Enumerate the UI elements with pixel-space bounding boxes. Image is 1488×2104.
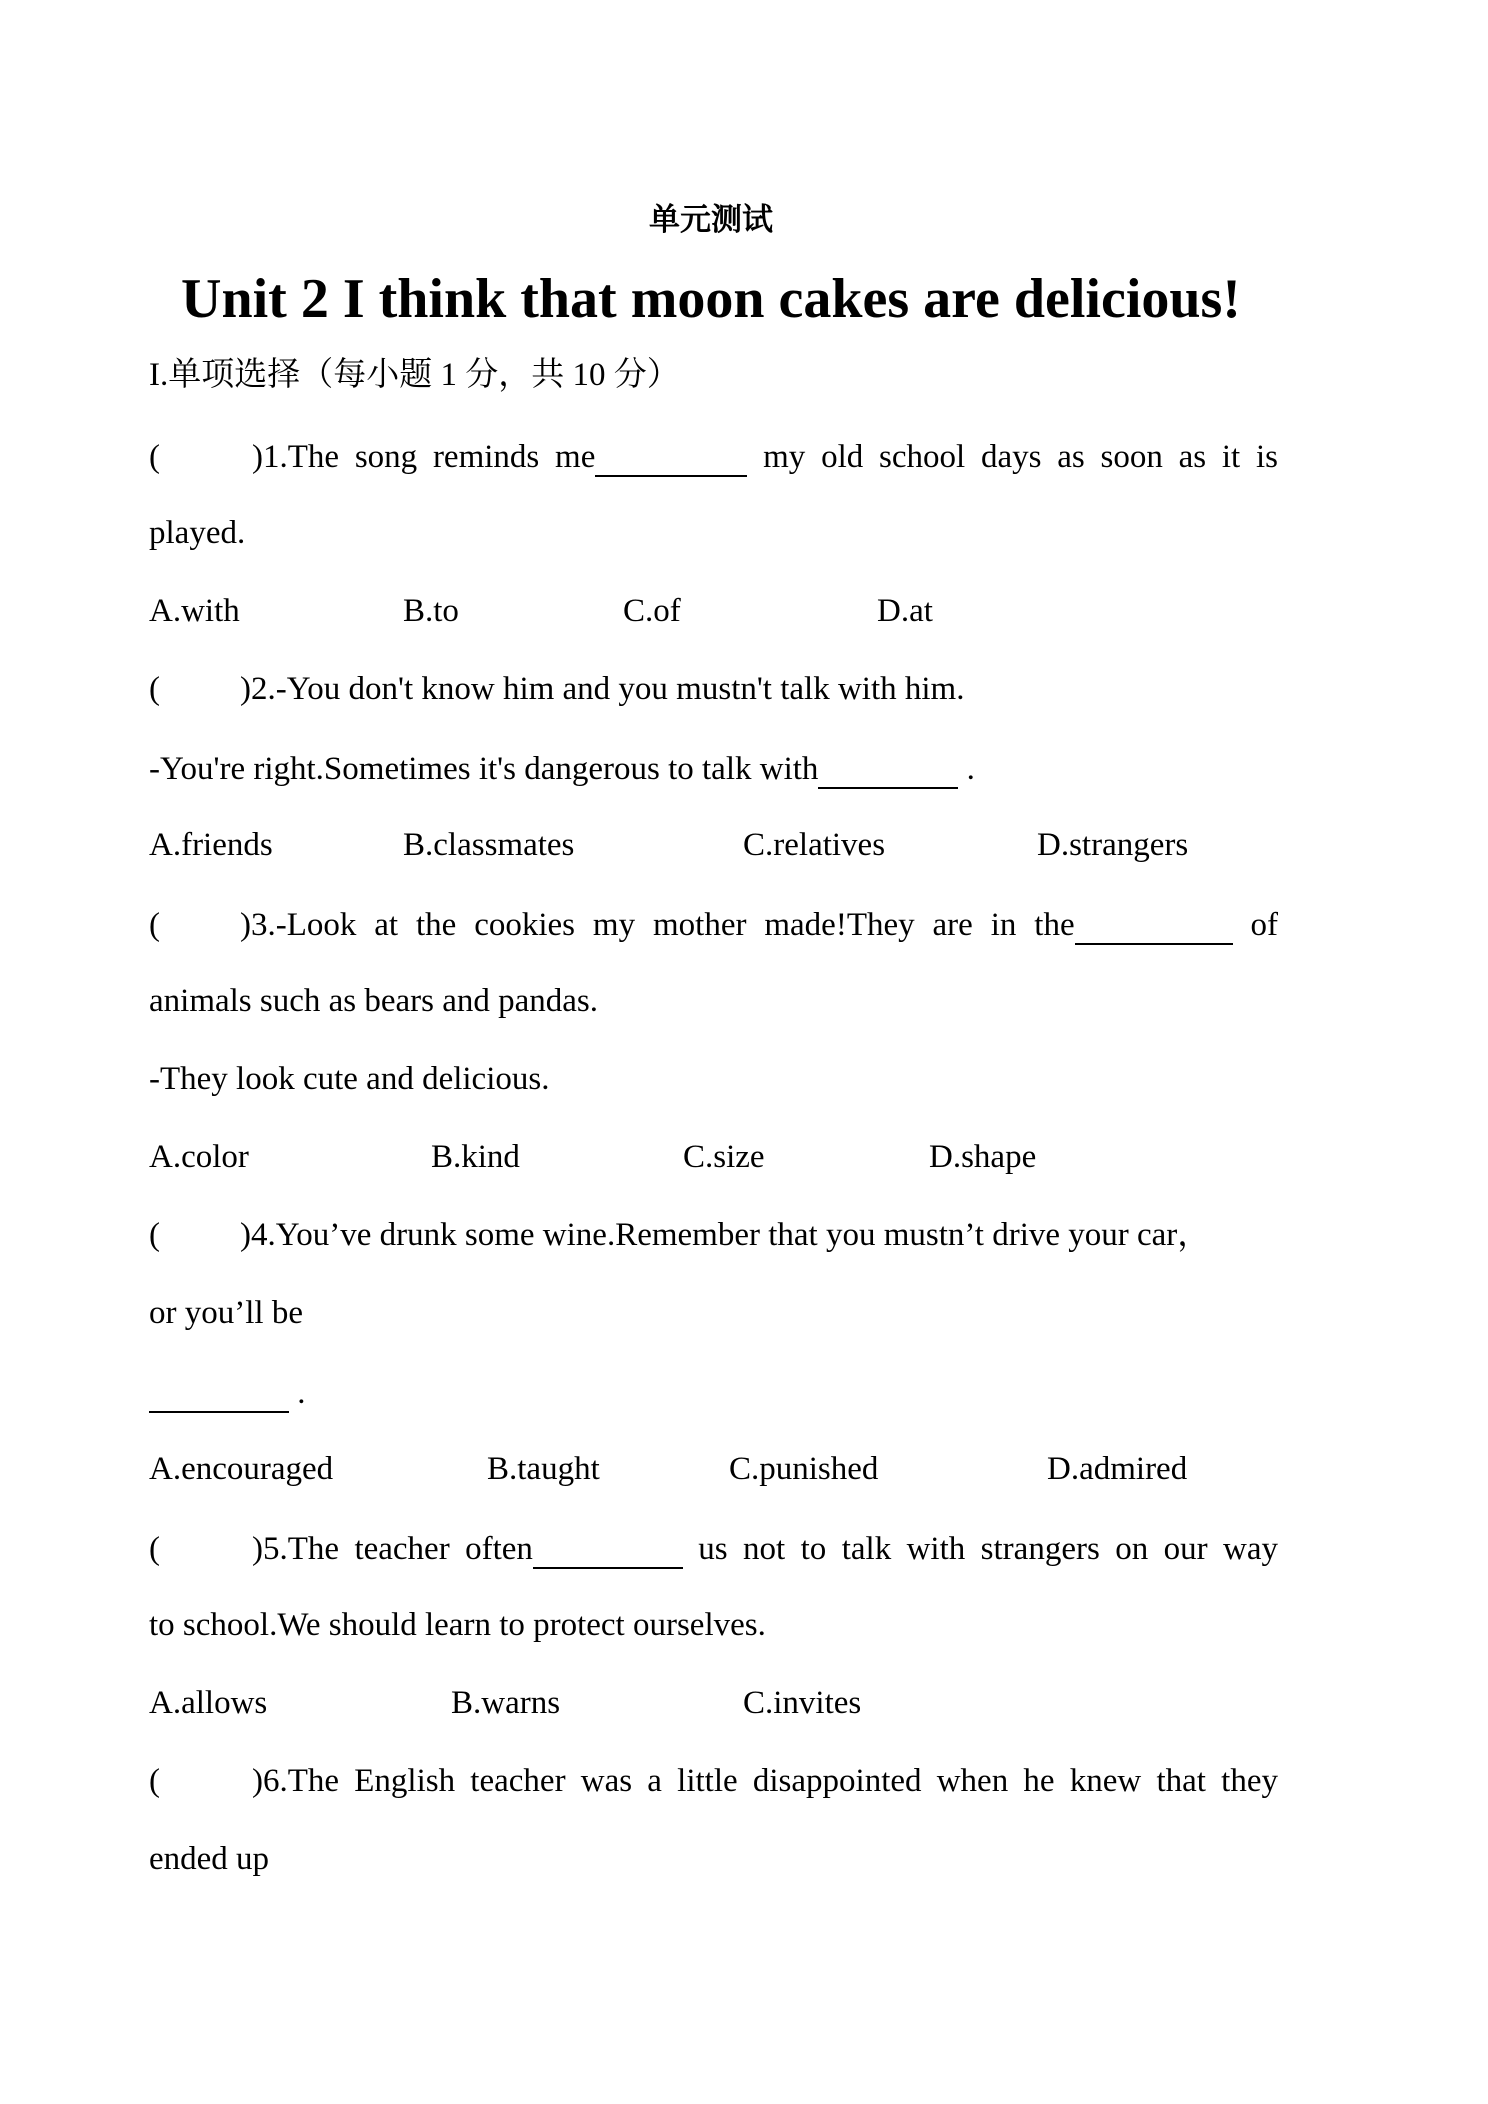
question-5-options: [149, 1675, 1278, 1731]
question-2-line2: [149, 739, 1278, 795]
answer-paren: (: [149, 1763, 160, 1799]
option-b[interactable]: B.kind: [431, 1139, 520, 1175]
question-4-blank-end: .: [289, 1375, 306, 1411]
option-c[interactable]: C.relatives: [743, 827, 886, 863]
question-2-blank[interactable]: [818, 749, 958, 789]
option-a[interactable]: A.friends: [149, 827, 273, 863]
unit-test-label: 单元测试: [649, 202, 773, 238]
answer-paren: (: [149, 1217, 160, 1253]
option-c[interactable]: C.invites: [743, 1685, 862, 1721]
question-6-cont-text: ended up: [149, 1841, 270, 1877]
answer-paren: (: [149, 439, 160, 475]
option-a[interactable]: A.color: [149, 1139, 249, 1175]
question-2: [149, 661, 1278, 717]
answer-paren: (: [149, 1531, 160, 1567]
question-2-options: [149, 817, 1278, 873]
question-4-cont: [149, 1285, 1278, 1341]
option-d[interactable]: D.strangers: [1037, 827, 1189, 863]
option-a[interactable]: A.encouraged: [149, 1451, 334, 1487]
question-4-blank-line: [149, 1363, 1278, 1419]
question-2-line2-text: -You're right.Sometimes it's dangerous to talk with: [149, 751, 819, 787]
option-d[interactable]: D.shape: [929, 1139, 1037, 1175]
option-b[interactable]: B.warns: [451, 1685, 561, 1721]
question-1-text: )1.The song reminds me: [252, 439, 596, 475]
question-5-text-after: us not to talk with strangers on our way: [682, 1531, 1278, 1567]
question-2-line2-end: .: [958, 751, 975, 787]
question-3-reply: [149, 1051, 1278, 1107]
section-heading: [149, 347, 1278, 403]
page-title: Unit 2 I think that moon cakes are delicious!: [181, 268, 1241, 330]
question-4-blank[interactable]: [149, 1373, 289, 1413]
option-c[interactable]: C.punished: [729, 1451, 879, 1487]
question-5-cont-text: to school.We should learn to protect ourselves.: [149, 1607, 766, 1643]
question-5: [149, 1519, 1278, 1575]
question-2-text: )2.-You don't know him and you mustn't talk with him.: [240, 671, 965, 707]
question-3-cont-text: animals such as bears and pandas.: [149, 983, 599, 1019]
option-b[interactable]: B.classmates: [403, 827, 575, 863]
question-5-blank[interactable]: [533, 1529, 683, 1569]
option-c[interactable]: C.of: [623, 593, 681, 629]
option-b[interactable]: B.taught: [487, 1451, 600, 1487]
question-1-text-after: my old school days as soon as it is: [747, 439, 1278, 475]
question-5-cont: [149, 1597, 1278, 1653]
option-d[interactable]: D.admired: [1047, 1451, 1188, 1487]
option-a[interactable]: A.allows: [149, 1685, 268, 1721]
question-3-reply-text: -They look cute and delicious.: [149, 1061, 550, 1097]
answer-paren: (: [149, 907, 160, 943]
question-1: [149, 427, 1278, 483]
answer-paren: (: [149, 671, 160, 707]
question-6-text: )6.The English teacher was a little disappointed when he knew that they: [252, 1763, 1278, 1799]
question-6: [149, 1753, 1278, 1809]
option-c[interactable]: C.size: [683, 1139, 765, 1175]
question-5-text: )5.The teacher often: [252, 1531, 533, 1567]
question-1-options: [149, 583, 1278, 639]
question-1-cont: [149, 505, 1278, 561]
question-4: [149, 1207, 1278, 1263]
option-d[interactable]: D.at: [877, 593, 933, 629]
question-4-options: [149, 1441, 1278, 1497]
question-4-text: )4.You’ve drunk some wine.Remember that you mustn’t drive your car，: [240, 1217, 1211, 1253]
question-6-cont: [149, 1831, 1278, 1887]
question-1-blank[interactable]: [595, 437, 747, 477]
question-4-cont-text: or you’ll be: [149, 1295, 303, 1331]
question-3: [149, 895, 1278, 951]
question-3-text-after: of: [1232, 907, 1278, 943]
question-3-text: )3.-Look at the cookies my mother made!They are in the: [240, 907, 1075, 943]
question-3-options: [149, 1129, 1278, 1185]
question-3-blank[interactable]: [1075, 905, 1233, 945]
option-a[interactable]: A.with: [149, 593, 240, 629]
section-heading-text: I.单项选择（每小题 1 分，共 10 分）: [149, 357, 680, 393]
option-b[interactable]: B.to: [403, 593, 459, 629]
question-1-cont-text: played.: [149, 515, 246, 551]
question-3-cont: [149, 973, 1278, 1029]
